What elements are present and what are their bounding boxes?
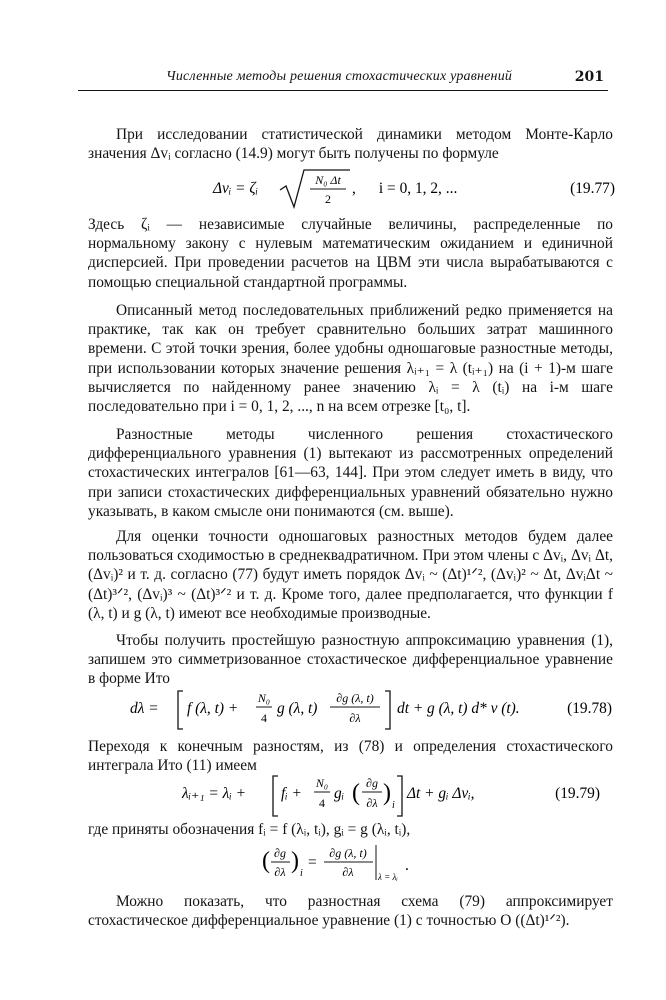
paren-open: ( [352, 780, 360, 806]
eq78-rest: dt + g (λ, t) d* v (t). [397, 700, 520, 717]
eq77-lhs: Δvᵢ = ζᵢ [213, 180, 259, 197]
paragraph-finite-differences: Переходя к конечным разностям, из (78) и определения стохастического интеграла Ито (11) имеем [88, 738, 613, 775]
eq77-number: (19.77) [570, 180, 615, 197]
chapter-title: Численные методы решения стохастических уравнений [166, 69, 513, 84]
paragraph-approximation: Чтобы получить простейшую разностную аппроксимацию уравнения (1), запишем это симметризованное стохастическое дифференциальное уравнение в форме Ито [88, 632, 613, 688]
equation-19-79 [100, 770, 615, 820]
left-bracket [273, 776, 278, 816]
eq78-coef-num: N₀ [257, 691, 271, 705]
eq78-g-term: g (λ, t) [277, 700, 318, 717]
paragraph-monte-carlo: При исследовании статистической динамики методом Монте-Карло значения Δvᵢ согласно (14.9) могут быть получены по формуле [88, 126, 613, 163]
eq78-number: (19.78) [567, 700, 612, 717]
eq79-f-term: fᵢ + [281, 785, 302, 802]
eval-condition: λ = λᵢ [378, 872, 398, 882]
paragraph-accuracy: Для оценки точности одношаговых разностных методов будем далее пользоваться сходимостью в среднеквадратичном. При этом члены с Δvᵢ, Δvᵢ Δt, (Δvᵢ)² и т. д. согласно (77) будут иметь порядок Δvᵢ ~ (Δt)¹ᐟ², (Δvᵢ)² ~ Δt, ΔvᵢΔt ~ (Δt)³ᐟ², (Δvᵢ)³ ~ (Δt)³ᐟ² и т. д. Кроме того, далее предполагается, что функции f (λ, t) и g (λ, t) имеют все необходимые производные. [88, 528, 613, 622]
equation-19-77 [180, 168, 620, 210]
header-rule [78, 90, 608, 91]
right-bracket [397, 776, 402, 816]
eq79-number: (19.79) [555, 785, 600, 802]
paragraph-zeta: Здесь ζᵢ — независимые случайные величины, распределенные по нормальному закону с нулевым математическим ожиданием и единичной дисперсией. При проведении расчетов на ЦВМ эти числа вырабатываются с помощью специальной стандартной программы. [88, 216, 613, 291]
lhs-den: ∂λ [274, 865, 286, 879]
equals-sign: = [308, 854, 317, 871]
paren-open: ( [262, 848, 270, 874]
lhs-num: ∂g [274, 846, 286, 860]
equation-19-78 [100, 687, 615, 733]
running-head [78, 67, 608, 93]
paren-close: ) [383, 780, 391, 806]
eq79-coef-den: 4 [319, 796, 325, 810]
eq78-lhs: dλ = [130, 700, 159, 717]
eq79-frac-num: ∂g [366, 776, 378, 790]
eq78-frac-num: ∂g (λ, t) [336, 691, 374, 705]
eq79-frac-den: ∂λ [366, 796, 378, 810]
paragraph-conclusion: Можно показать, что разностная схема (79) аппроксимирует стохастическое дифференциальное уравнение (1) с точностью O ((Δt)¹ᐟ²). [88, 893, 613, 930]
paragraph-difference-methods: Разностные методы численного решения стохастического дифференциального уравнения (1) вытекают из рассмотренных определений стохастических интегралов [61—63, 144]. При этом следует иметь в виду, что при записи стохастических дифференциальных уравнений обязательно нужно указывать, в каком смысле они понимаются (см. выше). [88, 426, 613, 520]
rhs-num: ∂g (λ, t) [329, 846, 367, 860]
eq77-denominator: 2 [325, 192, 331, 206]
lhs-sub: i [300, 868, 303, 879]
eq79-sub: i [392, 800, 395, 811]
eq78-f-term: f (λ, t) + [187, 700, 239, 717]
eq77-numerator: N₀ Δt [315, 173, 341, 187]
page-number: 201 [574, 69, 604, 85]
right-bracket [385, 691, 390, 729]
left-bracket [178, 691, 183, 729]
eq78-coef-den: 4 [261, 711, 267, 725]
eq77-tail: , i = 0, 1, 2, ... [352, 180, 458, 197]
eq79-coef-num: N₀ [315, 776, 329, 790]
derivative-notation [260, 842, 460, 888]
end-dot: . [405, 857, 409, 874]
eq78-frac-den: ∂λ [349, 711, 361, 725]
eq79-lhs: λᵢ₊₁ = λᵢ + [182, 785, 246, 802]
paragraph-notation: где приняты обозначения fᵢ = f (λᵢ, tᵢ), gᵢ = g (λᵢ, tᵢ), [88, 821, 411, 838]
paragraph-successive-approx: Описанный метод последовательных приближений редко применяется на практике, так как он требует сравнительно больших затрат машинного времени. С этой точки зрения, более удобны одношаговые разностные методы, при использовании которых значение решения λᵢ₊₁ = λ (tᵢ₊₁) на (i + 1)-м шаге вычисляется по найденному ранее значению λᵢ = λ (tᵢ) на i-м шаге последовательно при i = 0, 1, 2, ..., n на всем отрезке [t₀, t]. [88, 302, 613, 416]
paren-close: ) [291, 848, 299, 874]
rhs-den: ∂λ [342, 865, 354, 879]
eq79-rest: Δt + gᵢ Δvᵢ, [407, 785, 475, 802]
eq79-g-term: gᵢ [334, 785, 345, 802]
